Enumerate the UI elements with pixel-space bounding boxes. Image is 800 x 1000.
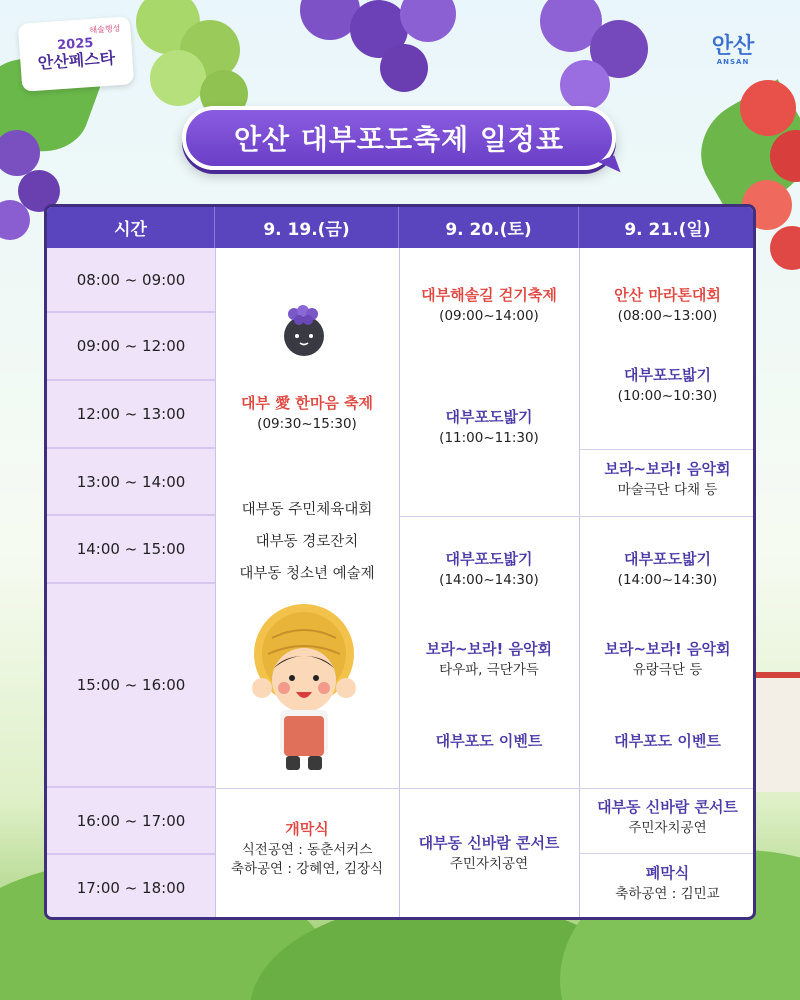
- festa-logo-year: 2025: [56, 35, 94, 54]
- day2-walking: [399, 285, 579, 326]
- grape-mascot-icon: [276, 302, 332, 358]
- time-slot: 13:00 ~ 14:00: [47, 449, 215, 516]
- day2-stomp2-time: (14:00~14:30): [439, 571, 539, 588]
- day2-event: [399, 731, 579, 753]
- time-slot: 12:00 ~ 13:00: [47, 381, 215, 449]
- header-day1: 9. 19.(금): [215, 207, 399, 248]
- ansan-city-logo: [692, 36, 774, 74]
- festa-logo: [18, 16, 134, 92]
- day3-stomp1-time: (10:00~10:30): [617, 387, 718, 404]
- day3-concert1-name: 보라~보라! 음악회: [604, 460, 731, 478]
- festa-logo-name: 안산페스타: [37, 48, 116, 73]
- time-slot: 08:00 ~ 09:00: [47, 248, 215, 313]
- day2-concert: [399, 639, 579, 680]
- time-slot: 16:00 ~ 17:00: [47, 788, 215, 855]
- header-day2: 9. 20.(토): [399, 207, 579, 248]
- header-time: 시간: [47, 207, 215, 248]
- day3-concert2-name: 보라~보라! 음악회: [604, 640, 731, 658]
- day2-stomp2: [399, 549, 579, 590]
- day3-event: [579, 731, 756, 753]
- day1-sub-event: 대부동 주민체육대회: [241, 502, 373, 518]
- schedule-table: [44, 204, 756, 920]
- header-day3: 9. 21.(일): [579, 207, 756, 248]
- day3-concert2-detail: 유랑극단 등: [632, 661, 703, 678]
- day3-event-name: 대부포도 이벤트: [614, 732, 721, 750]
- day1-festival-time: (09:30~15:30): [257, 415, 357, 432]
- day3-closing: [579, 863, 756, 904]
- day3-stomp1-name: 대부포도밟기: [624, 366, 711, 384]
- day1-sub-events: [215, 495, 399, 591]
- day2-concert-detail: 타우파, 극단가득: [439, 661, 539, 678]
- day3-concert2: [579, 639, 756, 680]
- day3-concert1-detail: 마술극단 다채 등: [617, 481, 718, 498]
- day3-marathon: [579, 285, 756, 326]
- day1-sub-event: 대부동 경로잔치: [255, 533, 359, 550]
- day1-festival-name: 대부 愛 한마음 축제: [240, 394, 374, 412]
- day1-sub-event: 대부동 청소년 예술제: [239, 565, 375, 582]
- title-banner: [182, 106, 616, 170]
- day2-walking-time: (09:00~14:00): [439, 307, 539, 324]
- day2-stomp1: [399, 407, 579, 448]
- page-title: 안산 대부포도축제 일정표: [233, 123, 565, 156]
- day3-closing-name: 폐막식: [645, 864, 690, 882]
- time-slot: 09:00 ~ 12:00: [47, 313, 215, 381]
- time-slot: 17:00 ~ 18:00: [47, 855, 215, 920]
- day2-walking-name: 대부해솔길 걷기축제: [421, 286, 557, 304]
- time-slot: 15:00 ~ 16:00: [47, 584, 215, 788]
- day3-marathon-time: (08:00~13:00): [617, 307, 718, 324]
- day2-breeze-detail: 주민자치공연: [449, 855, 529, 872]
- day3-closing-detail: 축하공연 : 김민교: [615, 885, 720, 902]
- day2-breeze-name: 대부동 신바람 콘서트: [418, 834, 560, 852]
- farmer-mascot-icon: [244, 598, 364, 774]
- day3-marathon-name: 안산 마라톤대회: [614, 286, 721, 304]
- ansan-logo-korean: 안산: [711, 34, 755, 59]
- day3-stomp1: [579, 365, 756, 406]
- day2-event-name: 대부포도 이벤트: [435, 732, 543, 750]
- day3-stomp2-time: (14:00~14:30): [617, 571, 718, 588]
- day2-stomp2-name: 대부포도밟기: [445, 550, 533, 568]
- day2-stomp1-name: 대부포도밟기: [445, 408, 533, 426]
- day3-stomp2-name: 대부포도밟기: [624, 550, 711, 568]
- day3-breeze: [579, 797, 756, 838]
- day3-breeze-name: 대부동 신바람 콘서트: [597, 798, 738, 816]
- day1-opening-line2: 축하공연 : 강혜연, 김장식: [230, 861, 384, 878]
- day1-festival: [215, 393, 399, 434]
- time-slot: 14:00 ~ 15:00: [47, 516, 215, 584]
- day1-opening: [215, 819, 399, 880]
- day3-concert1: [579, 459, 756, 500]
- day2-breeze: [399, 833, 579, 874]
- day2-concert-name: 보라~보라! 음악회: [425, 640, 553, 658]
- day3-breeze-detail: 주민자치공연: [628, 819, 707, 836]
- ansan-logo-english: ANSAN: [716, 58, 750, 66]
- day1-opening-name: 개막식: [285, 820, 329, 838]
- house-shape: [756, 672, 800, 792]
- festa-logo-tagline: 해솔행성: [89, 23, 121, 35]
- day3-stomp2: [579, 549, 756, 590]
- day2-stomp1-time: (11:00~11:30): [439, 429, 539, 446]
- day1-opening-line1: 식전공연 : 동춘서커스: [241, 841, 373, 858]
